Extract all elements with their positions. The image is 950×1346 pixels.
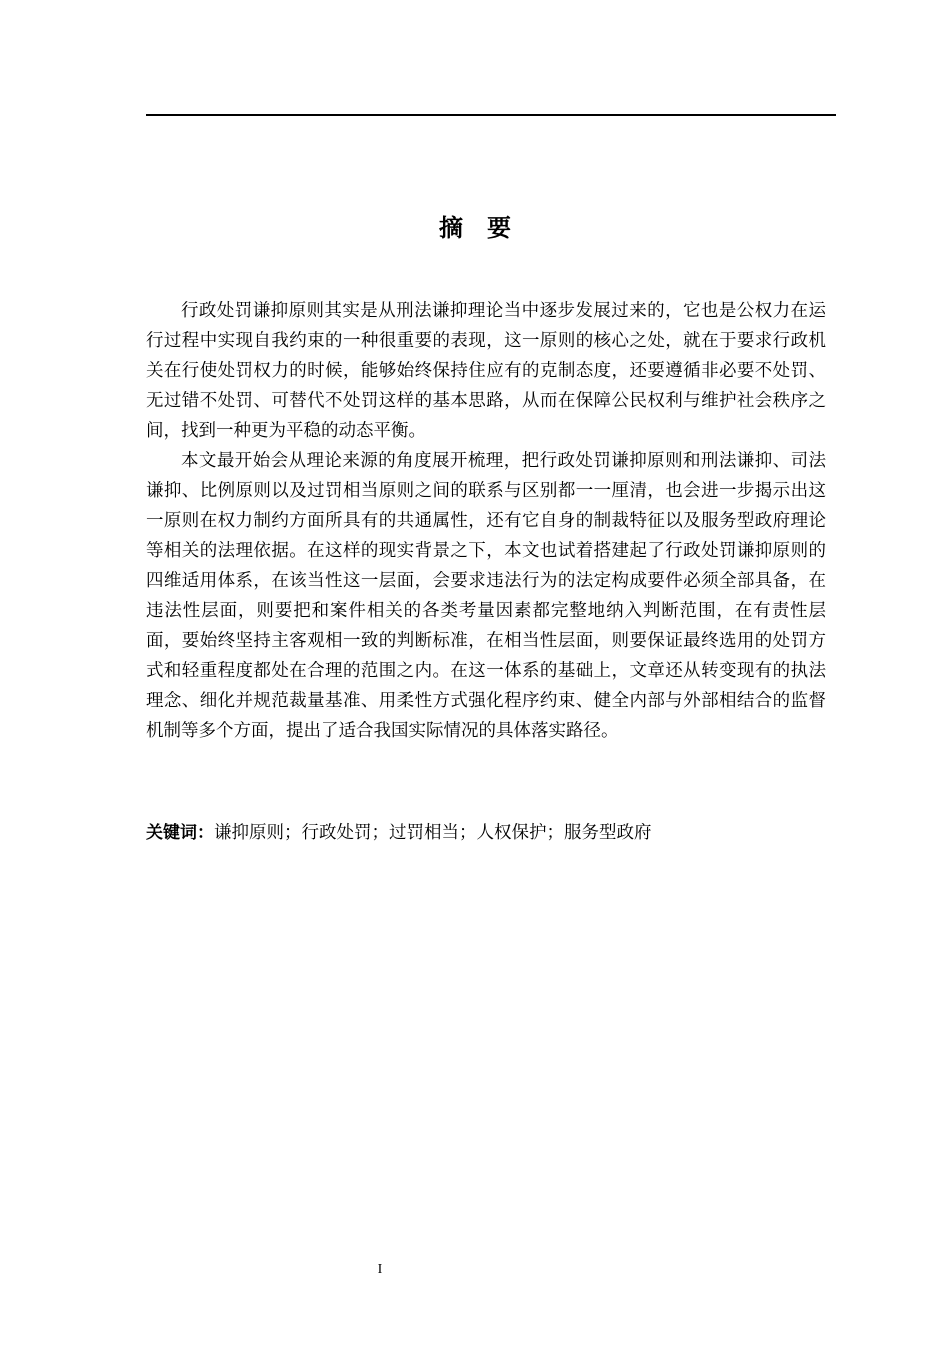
keywords-list: 谦抑原则；行政处罚；过罚相当；人权保护；服务型政府 [214,823,652,843]
page-number: I [377,1262,383,1277]
abstract-title: 摘要 [439,214,535,242]
abstract-body [146,296,826,746]
abstract-paragraph-1: 行政处罚谦抑原则其实是从刑法谦抑理论当中逐步发展过来的，它也是公权力在运行过程中实现自我约束的一种很重要的表现，这一原则的核心之处，就在于要求行政机关在行使处罚权力的时候，能够始终保持住应有的克制态度，还要遵循非必要不处罚、无过错不处罚、可替代不处罚这样的基本思路，从而在保障公民权利与维护社会秩序之间，找到一种更为平稳的动态平衡。 [146,301,826,441]
header-rule [146,114,836,116]
keywords-label: 关键词： [146,823,214,843]
keywords-line [146,818,836,848]
abstract-paragraph-2: 本文最开始会从理论来源的角度展开梳理，把行政处罚谦抑原则和刑法谦抑、司法谦抑、比例原则以及过罚相当原则之间的联系与区别都一一厘清，也会进一步揭示出这一原则在权力制约方面所具有的共通属性，还有它自身的制裁特征以及服务型政府理论等相关的法理依据。在这样的现实背景之下，本文也试着搭建起了行政处罚谦抑原则的四维适用体系，在该当性这一层面，会要求违法行为的法定构成要件必须全部具备，在违法性层面，则要把和案件相关的各类考量因素都完整地纳入判断范围，在有责性层面，要始终坚持主客观相一致的判断标准，在相当性层面，则要保证最终选用的处罚方式和轻重程度都处在合理的范围之内。在这一体系的基础上，文章还从转变现有的执法理念、细化并规范裁量基准、用柔性方式强化程序约束、健全内部与外部相结合的监督机制等多个方面，提出了适合我国实际情况的具体落实路径。 [146,451,826,741]
